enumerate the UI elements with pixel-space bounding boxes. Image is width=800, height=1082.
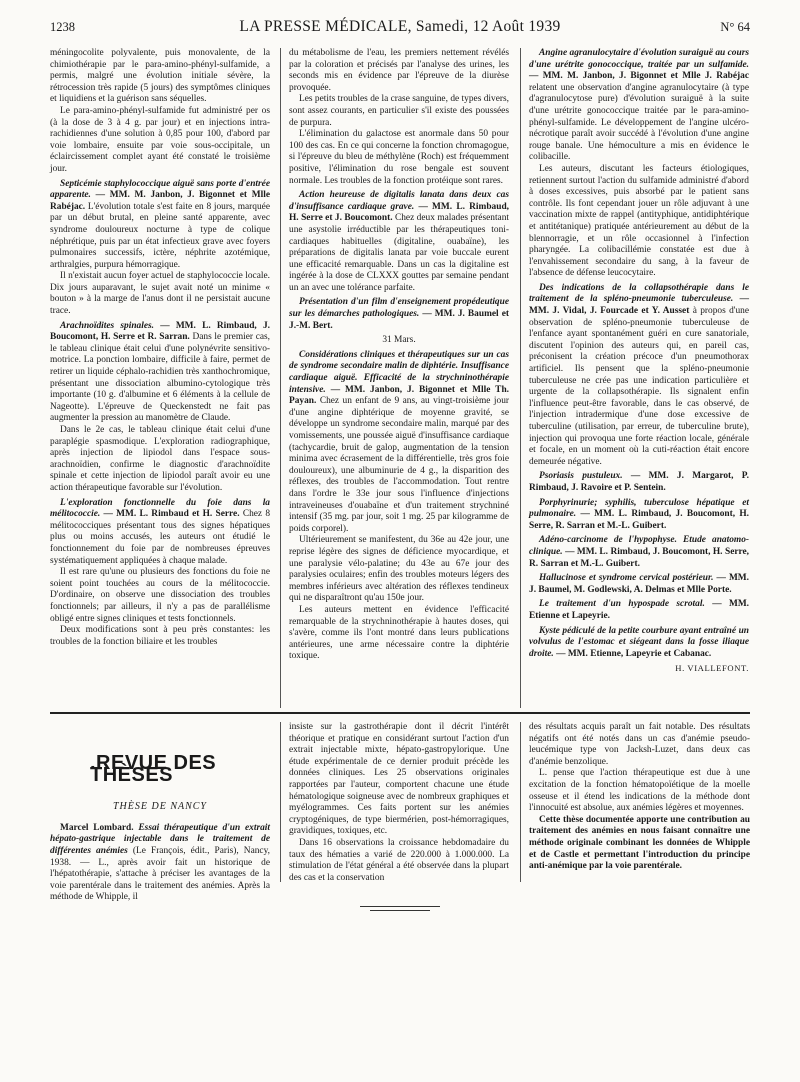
item-authors: — MM. J. Margarot, P. Rimbaud, J. Ravoire et P. Sentein. — [529, 471, 749, 493]
paragraph: Les auteurs mettent en évidence l'efficacité remarquable de la strychninothérapie à hautes doses, qui s'avère, comme ils l'ont montré dans leurs publications antérieures, une arme nécessaire contre la diphtérie toxique. — [289, 604, 509, 662]
section-divider — [50, 712, 750, 714]
column-divider — [280, 48, 281, 708]
communication-item — [529, 498, 749, 533]
paragraph: Dans 16 observations la croissance hebdomadaire du taux des hématies a varié de 220.000 à 1.000.000. La stimulation de l'état général a été observée dans la plupart des cas et la conservation — [289, 837, 509, 883]
communication-item — [289, 297, 509, 332]
item-heading: L'exploration fonctionnelle du foie dans la mélitococcie. — [50, 497, 270, 520]
bottom-column-1 — [50, 722, 271, 903]
item-heading: Porphyrinurie; syphilis, tuberculose hépatique et pulmonaire. — [529, 497, 749, 520]
item-authors: — MM. M. Janbon, J. Bigonnet et Mlle Rabéjac. — [50, 190, 270, 212]
item-authors: — MM. M. Janbon, J. Bigonnet et Mlle J. Rabéjac — [529, 71, 749, 82]
item-authors: — MM. L. Rimbaud, J. Boucomont, H. Serre, R. Sarran et M.-L. Guibert. — [529, 546, 750, 569]
item-heading: Présentation d'un film d'enseignement propédeutique sur les démarches pathologiques. — [289, 297, 509, 320]
item-authors: — MM. J. Baumel, M. Godlewski, A. Delmas et Mlle Porte. — [529, 573, 750, 595]
signature: H. VIALLEFONT. — [675, 663, 749, 674]
item-heading: Arachnoïdites spinales. — [60, 320, 154, 331]
item-heading: Angine agranulocytaire d'évolution suraiguë au cours d'une urétrite gonococcique, traitée par un sulfamide. — [529, 48, 749, 70]
item-text: Chez un enfant de 9 ans, au vingt-troisième jour d'une angine diphtérique de moyenne gravité, se développe un syndrome secondaire malin, marqué par des vomissements, une poussée aiguë d'insuffisance cardiaque (tachycardie, bruit de galop, augmentation de la tension minima avec écrasement de la différentielle, très gros foie douloureux), une albuminurie de 4 g., la disparition des réflexes, des troubles de l'accommodation. Tout rentre dans l'ordre le 33e jour sous l'influence d'injections intraveineuses d'ouabaïne et d'un traitement strychniné intensif (35 mg. par jour, soit 1 mg. 25 par kilogramme de poids corporel). — [289, 396, 510, 534]
paragraph: L. pense que l'action thérapeutique est due à une excitation de la fonction hématopoïétique de la moelle osseuse et il étend les indications de la méthode dont l'innocuité est absolue, aux anémies légères et moyennes. — [529, 768, 750, 814]
thesis-text: (Le François, édit., Paris), Nancy, 1938. — L., après avoir fait un historique de l'hépatothérapie, s'attache à préciser les avantages de la voie parentérale dans le traitement des anémies. Après la méthode de Whipple, il — [50, 845, 270, 903]
item-heading: Kyste pédiculé de la petite courbure ayant entraîné un volvulus de l'estomac et siégeant dans la fosse iliaque droite. — [529, 625, 749, 659]
item-authors: — MM. J. Baumel et J.-M. Bert. — [289, 309, 509, 331]
item-heading: Des indications de la collapsothérapie dans le traitement de la spléno-pneumonie tuberculeuse. — [529, 282, 749, 305]
communication-item — [529, 573, 749, 596]
communication-item — [529, 535, 749, 570]
item-heading: Adéno-carcinome de l'hypophyse. Etude anatomo-clinique. — [529, 535, 749, 557]
item-heading: Action heureuse de digitalis lanata dans deux cas d'insuffisance cardiaque grave. — [289, 190, 509, 212]
column-divider — [520, 48, 521, 708]
article-columns — [50, 48, 750, 708]
item-authors: — MM. Janbon, J. Bigonnet et Mlle Th. Payan. — [289, 384, 509, 407]
item-text: Chez 8 mélitococciques présentant tous des signes hépatiques plus ou moins accusés, les auteurs ont étudié le fonctionnement du foie par de nombreuses épreuves systématiquement appliquées à chaque malade. — [50, 509, 271, 566]
item-text: à propos d'une observation de spléno-pneumonie tuberculeuse de l'enfance ayant spontanément guéri en cure sanatoriale, discutent l'opinion des auteurs qui, en pareil cas, préconisent la création précoce d'un pneumothorax artificiel. Ils pensent que la spléno-pneumonie tuberculeuse ne crée pas une indication particulière et urgente de la collapsothérapie. Ils signalent enfin l'influence peut-être favorable, dans le cas observé, de l'injection intradermique d'une dose excessive de tuberculine (utilisation, par erreur, de tuberculine brute), injection qui provoqua une forte réaction locale, générale et focale, en un moment où la cuti-réaction était encore demeurée négative. — [529, 306, 749, 467]
column-3 — [529, 48, 749, 708]
paragraph: Dans le 2e cas, le tableau clinique était celui d'une paraplégie spasmodique. L'exploration radiographique, après injection de lipiodol dans l'espace sous-arachnoïdien, confirme le diagnostic d'arachnoïdite spinale et cette injection de lipiodol paraît avoir eu une action thérapeutique favorable sur l'évolution. — [50, 425, 270, 493]
thesis-author: Marcel Lombard. — [60, 822, 134, 833]
item-heading: Le traitement d'un hypospade scrotal. — [539, 599, 705, 610]
item-text: Dans le premier cas, le tableau clinique était celui d'une polynévrite sensitivo-motrice. La ponction lombaire, difficile à faire, permet de retirer un liquide céphalo-rachidien très xanthochromique, présentant une dissociation albumino-cytologique très importante (10 g. d'albumine et 6 éléments à la cellule de Nageotte). L'épreuve de Queckenstedt ne fait pas augmenter la pression au manomètre de Claude. — [50, 332, 271, 424]
communication-item — [289, 350, 509, 536]
paragraph: méningocolite polyvalente, puis monovalente, de la chimiothérapie par le para-amino-phényl-sulfamide, a permis, malgré une évolution initiale sévère, la rétrocession très rapide (5 jours) des symptômes cliniques et liquidiens et la guérison sans séquelles. — [50, 48, 270, 105]
paragraph: Les petits troubles de la crase sanguine, de types divers, sont assez courants, en particulier s'il existe des poussées de purpura. — [289, 94, 509, 128]
bottom-column-2 — [289, 722, 509, 882]
paragraph: des résultats acquis paraît un fait notable. Des résultats négatifs ont été notés dans un cas d'anémie pseudo-leucémique type von Jacksh-Luzet, dans deux cas d'anémie benzolique. — [529, 722, 750, 767]
communication-item — [529, 599, 749, 622]
item-authors: — MM. Etienne et Lapeyrie. — [529, 599, 750, 621]
communication-item — [289, 190, 509, 294]
paragraph: Il est rare qu'une ou plusieurs des fonctions du foie ne soient point touchées au cours de la mélitococcie. D'ordinaire, on observe une dissociation des troubles fonctionnels; par ailleurs, il n'y a pas de parallélisme obligé entre signes cliniques et tests fonctionnels. — [50, 567, 270, 624]
thesis-title: Essai thérapeutique d'un extrait hépato-gastrique injectable dans le traitement de différentes anémies — [50, 822, 271, 856]
end-rule — [360, 906, 440, 907]
issue-number: N° 64 — [720, 20, 750, 34]
communication-item — [529, 471, 749, 494]
bottom-column-3 — [529, 722, 750, 882]
item-authors: — MM. L. Rimbaud et H. Serre. — [103, 509, 240, 520]
paragraph: insiste sur la gastrothérapie dont il décrit l'intérêt théorique et pratique en considérant surtout l'action d'un extrait injectable mixte, hépato-gastropylorique. Une étude expérimentale de ce dernier produit précède les données cliniques. Les 25 observations originales rapportées par l'auteur, comportent chacune une étude hématologique soigneuse avec de nombreux graphiques et myélogrammes. Ces faits portent sur les anémies cryptogéniques, de type biermérien, post-hémorragiques, gravidiques, toxiques, etc. — [289, 722, 509, 837]
item-authors: — MM. L. Rimbaud, J. Boucomont, H. Serre, R. Sarran et M.-L. Guibert. — [529, 509, 750, 531]
paragraph: du métabolisme de l'eau, les premiers nettement révélés par la coloration et précisés par l'analyse des urines, les seconds mis en évidence par l'épreuve de la diurèse provoquée. — [289, 48, 509, 93]
column-divider — [280, 722, 281, 882]
section-title: .REVUE DES THÈSES — [90, 752, 217, 786]
item-text: relatent une observation d'angine agranulocytaire (à type d'agranulocytose pure) d'évolution suraiguë à la suite d'une urétrite gonococcique traitée par le para-amino-phényl-sulfamide. Le développement de l'angine ulcéro-nécrotique paraît avoir succédé à l'évolution d'une angine rouge banale. Une hémoculture a mis en évidence le colibacille. — [529, 82, 749, 163]
communication-item — [529, 626, 749, 661]
paragraph: Le para-amino-phényl-sulfamide fut administré per os (à la dose de 3 à 4 g. par jour) et en injections intra-rachidiennes d'une solution à 0,85 pour 100, d'abord par voie lombaire, ensuite par voie sous-occipitale, un éclaircissement complet ayant été constaté le troisième jour. — [50, 105, 270, 174]
item-heading: Psoriasis pustuleux. — [539, 471, 623, 482]
item-text: Chez deux malades présentant une asystolie irréductible par les thérapeutiques toni-cardiaques habituelles (digitaline, ouabaïne), les préparations de digitalis lanata par voie buccale eurent une efficacité remarquable. Dans un cas la digitaline est ingérée à la dose de CLXXX gouttes par semaine pendant un an avec une tolérance parfaite. — [289, 213, 510, 293]
paragraph: Il n'existait aucun foyer actuel de staphylococcie locale. Dix jours auparavant, le sujet avait noté un minime « bouton » à la marge de l'anus dont il ne persistait aucune trace. — [50, 271, 270, 317]
communication-item — [50, 321, 270, 425]
paragraph: L'élimination du galactose est anormale dans 50 pour 100 des cas. En ce qui concerne la fonction chromagogue, si l'épreuve du bleu de méthylène (Roch) est fréquemment positive, l'élimination du rose bengale est souvent normale. Les troubles de la fonction protéique sont rares. — [289, 129, 509, 186]
paragraph: Ultérieurement se manifestent, du 36e au 42e jour, une reprise légère des signes de déficience myocardique, et une paralysie vélo-palatine; du 43e au 67e jour des paralysies oculaires; enfin des troubles moteurs légers des membres inférieurs avec altération des réflexes tendineux qui ne disparaîtront qu'au 150e jour. — [289, 535, 509, 604]
item-text: L'évolution totale s'est faite en 8 jours, marquée par un début brutal, en pleine santé apparente, avec syndrome douloureux nocturne à type de colique néphrétique, puis par un état infectieux grave avec foyers pulmonaires successifs, ictère, néphrite azotémique, arthralgies, purpura hémorragique. — [50, 201, 270, 270]
page-header — [50, 18, 750, 38]
item-heading: Septicémie staphylococcique aiguë sans porte d'entrée apparente. — [50, 178, 270, 201]
paragraph: Cette thèse documentée apporte une contribution au traitement des anémies en nous faisant connaître une méthode originale combinant les données de Whipple et de Castle et permettant l'introduction du principe anti-anémique par la voie parentérale. — [529, 814, 750, 872]
communication-item — [50, 498, 270, 568]
subsection-title: THÈSE DE NANCY — [112, 801, 207, 813]
page-number: 1238 — [50, 20, 75, 34]
item-authors: — MM. Etienne, Lapeyrie et Cabanac. — [556, 648, 712, 659]
column-2 — [289, 48, 509, 708]
column-1 — [50, 48, 270, 708]
journal-title: LA PRESSE MÉDICALE, Samedi, 12 Août 1939 — [239, 18, 561, 35]
item-authors: — MM. L. Rimbaud, H. Serre et J. Boucomont. — [289, 201, 510, 224]
item-authors: — MM. L. Rimbaud, J. Boucomont, H. Serre et R. Sarran. — [50, 320, 270, 343]
communication-item — [529, 283, 749, 469]
paragraph: Deux modifications sont à peu près constantes: les troubles de la fonction biliaire et les troubles — [50, 625, 270, 647]
item-authors: — MM. J. Vidal, J. Fourcade et Y. Ausset — [529, 294, 749, 317]
end-rule — [370, 910, 430, 911]
communication-item — [50, 179, 270, 272]
item-heading: Hallucinose et syndrome cervical postérieur. — [539, 573, 714, 584]
communication-item — [529, 48, 749, 164]
column-divider — [520, 722, 521, 882]
thesis-review — [50, 823, 270, 904]
session-date: 31 Mars. — [382, 335, 416, 346]
item-heading: Considérations cliniques et thérapeutiques sur un cas de syndrome secondaire malin de diphtérie. Insuffisance cardiaque aiguë. Efficacité de la strychninothérapie intensive. — [289, 349, 509, 395]
paragraph: Les auteurs, discutant les facteurs étiologiques, retiennent surtout l'action du sulfamide administré d'abord à doses excessives, puis absorbé par le patient sans contrôle. Ils font cependant jouer un rôle adjuvant à une vaccination mixte de rappel (antityphique, antidiphtérique et antitétanique) pratiquée antérieurement au début de la blennorragie, et un rôle occasionnel à l'infection pharyngée. La colibacillémie constatée est due à l'envahissement secondaire du sang, à la faveur de l'absence de défense leucocytaire. — [529, 163, 749, 279]
